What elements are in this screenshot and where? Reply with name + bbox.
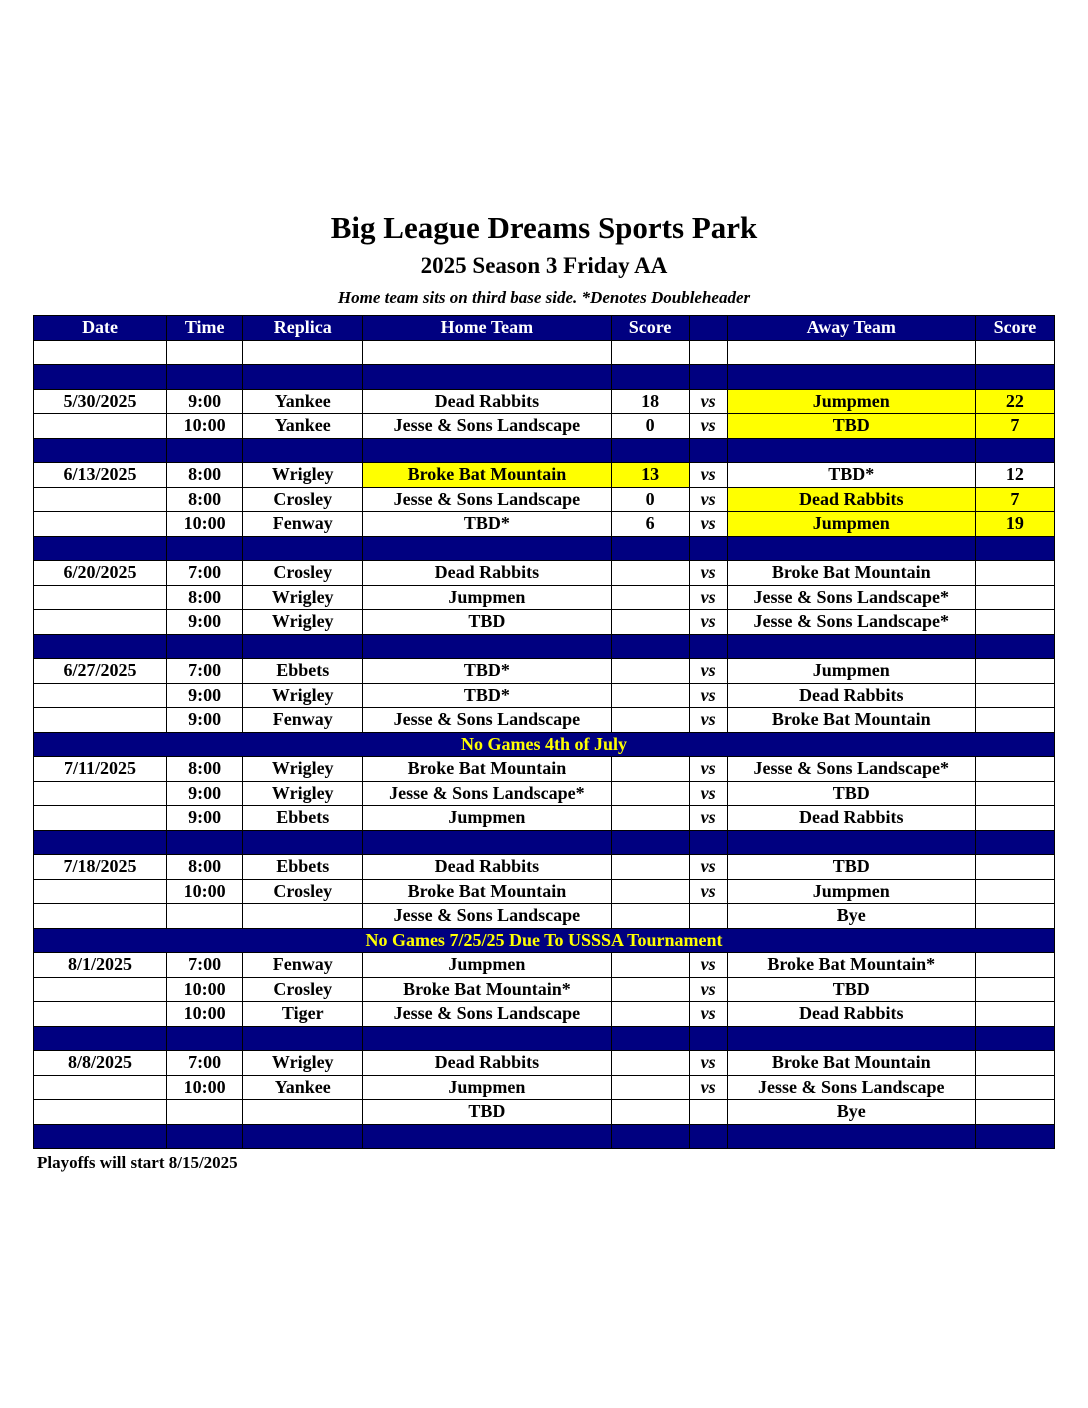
home-score-cell: 0 — [611, 487, 689, 512]
empty-cell — [689, 536, 727, 561]
away-score-cell — [975, 610, 1054, 635]
away-score-cell — [975, 1075, 1054, 1100]
time-cell: 8:00 — [167, 757, 243, 782]
vs-cell: vs — [689, 806, 727, 831]
home-team-cell: Dead Rabbits — [363, 389, 611, 414]
game-row — [34, 414, 1055, 439]
empty-cell — [727, 340, 975, 365]
empty-cell — [363, 536, 611, 561]
home-team-cell: TBD* — [363, 512, 611, 537]
vs-cell: vs — [689, 781, 727, 806]
empty-cell — [363, 340, 611, 365]
home-score-cell — [611, 708, 689, 733]
game-row — [34, 389, 1055, 414]
away-score-cell: 12 — [975, 463, 1054, 488]
home-score-cell — [611, 610, 689, 635]
replica-cell: Tiger — [243, 1002, 363, 1027]
time-cell — [167, 904, 243, 929]
time-cell — [167, 1100, 243, 1125]
empty-cell — [363, 1026, 611, 1051]
time-cell: 10:00 — [167, 512, 243, 537]
empty-cell — [167, 830, 243, 855]
away-team-cell: Bye — [727, 904, 975, 929]
home-score-cell — [611, 1100, 689, 1125]
date-cell — [34, 683, 167, 708]
empty-cell — [611, 830, 689, 855]
away-score-cell — [975, 953, 1054, 978]
date-cell — [34, 879, 167, 904]
away-team-cell: Dead Rabbits — [727, 806, 975, 831]
date-cell — [34, 781, 167, 806]
empty-cell — [34, 536, 167, 561]
home-score-cell — [611, 781, 689, 806]
away-team-cell: Broke Bat Mountain* — [727, 953, 975, 978]
away-team-cell: Dead Rabbits — [727, 683, 975, 708]
bye-row — [34, 904, 1055, 929]
empty-cell — [727, 438, 975, 463]
replica-cell: Fenway — [243, 512, 363, 537]
away-score-cell — [975, 659, 1054, 684]
empty-cell — [243, 365, 363, 390]
replica-cell: Yankee — [243, 389, 363, 414]
date-cell: 6/27/2025 — [34, 659, 167, 684]
bye-row — [34, 1100, 1055, 1125]
away-score-cell — [975, 879, 1054, 904]
empty-cell — [975, 438, 1054, 463]
home-score-cell — [611, 904, 689, 929]
away-score-cell — [975, 561, 1054, 586]
away-score-cell — [975, 781, 1054, 806]
separator-row — [34, 1026, 1055, 1051]
empty-cell — [363, 365, 611, 390]
vs-cell: vs — [689, 708, 727, 733]
separator-row — [34, 830, 1055, 855]
home-score-cell: 18 — [611, 389, 689, 414]
replica-cell: Wrigley — [243, 1051, 363, 1076]
away-score-cell: 7 — [975, 414, 1054, 439]
replica-cell — [243, 1100, 363, 1125]
home-score-cell — [611, 879, 689, 904]
vs-cell: vs — [689, 659, 727, 684]
time-cell: 7:00 — [167, 1051, 243, 1076]
empty-cell — [34, 365, 167, 390]
away-team-cell: Dead Rabbits — [727, 487, 975, 512]
schedule-table — [33, 315, 1055, 1149]
away-score-cell — [975, 1002, 1054, 1027]
away-score-cell — [975, 683, 1054, 708]
time-cell: 8:00 — [167, 487, 243, 512]
separator-row — [34, 438, 1055, 463]
date-cell — [34, 610, 167, 635]
replica-cell: Fenway — [243, 953, 363, 978]
home-score-cell: 0 — [611, 414, 689, 439]
game-row — [34, 659, 1055, 684]
empty-cell — [727, 830, 975, 855]
vs-cell: vs — [689, 463, 727, 488]
date-cell — [34, 977, 167, 1002]
empty-cell — [243, 536, 363, 561]
game-row — [34, 1051, 1055, 1076]
home-team-cell: TBD — [363, 1100, 611, 1125]
away-score-cell — [975, 1100, 1054, 1125]
away-team-cell: Broke Bat Mountain — [727, 1051, 975, 1076]
empty-cell — [34, 1026, 167, 1051]
empty-cell — [975, 365, 1054, 390]
replica-cell: Wrigley — [243, 585, 363, 610]
away-score-cell — [975, 977, 1054, 1002]
no-games-banner — [34, 732, 1055, 757]
date-cell: 5/30/2025 — [34, 389, 167, 414]
empty-cell — [34, 340, 167, 365]
empty-cell — [975, 340, 1054, 365]
vs-cell: vs — [689, 1075, 727, 1100]
away-score-cell: 19 — [975, 512, 1054, 537]
away-score-cell — [975, 1051, 1054, 1076]
game-row — [34, 585, 1055, 610]
empty-cell — [363, 830, 611, 855]
date-cell — [34, 1002, 167, 1027]
vs-cell: vs — [689, 610, 727, 635]
away-team-cell: TBD — [727, 414, 975, 439]
replica-cell: Yankee — [243, 414, 363, 439]
away-score-cell: 7 — [975, 487, 1054, 512]
away-team-cell: Jesse & Sons Landscape* — [727, 757, 975, 782]
home-team-cell: Jesse & Sons Landscape* — [363, 781, 611, 806]
empty-cell — [727, 1124, 975, 1149]
vs-cell: vs — [689, 512, 727, 537]
home-score-cell — [611, 953, 689, 978]
time-cell: 10:00 — [167, 879, 243, 904]
game-row — [34, 512, 1055, 537]
schedule-body — [34, 340, 1055, 1149]
empty-cell — [34, 830, 167, 855]
game-row — [34, 1002, 1055, 1027]
empty-cell — [34, 634, 167, 659]
time-cell: 9:00 — [167, 781, 243, 806]
empty-cell — [611, 536, 689, 561]
away-team-cell: Jesse & Sons Landscape* — [727, 610, 975, 635]
replica-cell: Crosley — [243, 879, 363, 904]
home-score-cell — [611, 659, 689, 684]
time-cell: 7:00 — [167, 659, 243, 684]
home-score-cell — [611, 806, 689, 831]
time-cell: 8:00 — [167, 855, 243, 880]
vs-cell: vs — [689, 977, 727, 1002]
time-cell: 10:00 — [167, 977, 243, 1002]
time-cell: 8:00 — [167, 463, 243, 488]
empty-cell — [727, 365, 975, 390]
empty-cell — [243, 830, 363, 855]
replica-cell: Ebbets — [243, 659, 363, 684]
away-team-cell: TBD — [727, 855, 975, 880]
replica-cell: Crosley — [243, 977, 363, 1002]
time-cell: 10:00 — [167, 414, 243, 439]
home-score-cell — [611, 683, 689, 708]
separator-row — [34, 536, 1055, 561]
vs-cell: vs — [689, 757, 727, 782]
empty-cell — [243, 1026, 363, 1051]
empty-cell — [727, 1026, 975, 1051]
game-row — [34, 781, 1055, 806]
time-cell: 7:00 — [167, 561, 243, 586]
home-score-cell — [611, 757, 689, 782]
empty-cell — [243, 340, 363, 365]
home-team-cell: Dead Rabbits — [363, 561, 611, 586]
date-cell — [34, 708, 167, 733]
game-row — [34, 855, 1055, 880]
time-cell: 7:00 — [167, 953, 243, 978]
date-cell — [34, 904, 167, 929]
away-team-cell: Jesse & Sons Landscape* — [727, 585, 975, 610]
time-cell: 9:00 — [167, 708, 243, 733]
col-header-away-score: Score — [975, 316, 1054, 341]
home-score-cell: 6 — [611, 512, 689, 537]
empty-cell — [611, 340, 689, 365]
home-team-cell: Broke Bat Mountain* — [363, 977, 611, 1002]
empty-cell — [975, 536, 1054, 561]
date-cell: 6/20/2025 — [34, 561, 167, 586]
empty-cell — [167, 536, 243, 561]
empty-cell — [34, 438, 167, 463]
home-score-cell — [611, 1002, 689, 1027]
date-cell: 6/13/2025 — [34, 463, 167, 488]
away-team-cell: Dead Rabbits — [727, 1002, 975, 1027]
home-score-cell: 13 — [611, 463, 689, 488]
away-team-cell: Jumpmen — [727, 879, 975, 904]
empty-cell — [611, 438, 689, 463]
empty-cell — [689, 634, 727, 659]
game-row — [34, 1075, 1055, 1100]
vs-cell: vs — [689, 879, 727, 904]
away-score-cell — [975, 708, 1054, 733]
home-score-cell — [611, 585, 689, 610]
time-cell: 9:00 — [167, 806, 243, 831]
no-games-banner — [34, 928, 1055, 953]
home-score-cell — [611, 855, 689, 880]
away-team-cell: Broke Bat Mountain — [727, 561, 975, 586]
empty-cell — [243, 438, 363, 463]
home-team-cell: Jesse & Sons Landscape — [363, 414, 611, 439]
date-cell — [34, 806, 167, 831]
vs-cell: vs — [689, 585, 727, 610]
empty-cell — [167, 365, 243, 390]
vs-cell: vs — [689, 561, 727, 586]
away-score-cell — [975, 585, 1054, 610]
date-cell — [34, 414, 167, 439]
away-team-cell: Broke Bat Mountain — [727, 708, 975, 733]
col-header-time: Time — [167, 316, 243, 341]
away-team-cell: Bye — [727, 1100, 975, 1125]
replica-cell: Crosley — [243, 487, 363, 512]
table-header-row — [34, 316, 1055, 341]
empty-cell — [689, 830, 727, 855]
replica-cell: Wrigley — [243, 683, 363, 708]
home-team-cell: Jesse & Sons Landscape — [363, 1002, 611, 1027]
game-row — [34, 708, 1055, 733]
time-cell: 9:00 — [167, 389, 243, 414]
empty-cell — [363, 634, 611, 659]
away-team-cell: Jumpmen — [727, 659, 975, 684]
empty-cell — [611, 1124, 689, 1149]
game-row — [34, 953, 1055, 978]
empty-cell — [727, 536, 975, 561]
replica-cell: Wrigley — [243, 610, 363, 635]
replica-cell: Ebbets — [243, 855, 363, 880]
time-cell: 10:00 — [167, 1075, 243, 1100]
empty-cell — [167, 1026, 243, 1051]
game-row — [34, 977, 1055, 1002]
empty-cell — [689, 340, 727, 365]
home-team-cell: Jumpmen — [363, 806, 611, 831]
home-team-cell: Dead Rabbits — [363, 855, 611, 880]
home-team-cell: TBD* — [363, 659, 611, 684]
replica-cell: Fenway — [243, 708, 363, 733]
game-row — [34, 561, 1055, 586]
date-cell — [34, 487, 167, 512]
away-score-cell — [975, 806, 1054, 831]
vs-cell — [689, 904, 727, 929]
date-cell — [34, 585, 167, 610]
away-team-cell: TBD — [727, 781, 975, 806]
empty-cell — [975, 1026, 1054, 1051]
home-team-cell: Jumpmen — [363, 953, 611, 978]
empty-cell — [167, 1124, 243, 1149]
home-team-cell: TBD — [363, 610, 611, 635]
home-team-cell: Jumpmen — [363, 1075, 611, 1100]
game-row — [34, 463, 1055, 488]
game-row — [34, 806, 1055, 831]
home-team-cell: Broke Bat Mountain — [363, 463, 611, 488]
col-header-home-team: Home Team — [363, 316, 611, 341]
time-cell: 10:00 — [167, 1002, 243, 1027]
col-header-date: Date — [34, 316, 167, 341]
date-cell: 7/11/2025 — [34, 757, 167, 782]
banner-text: No Games 7/25/25 Due To USSSA Tournament — [34, 928, 1055, 953]
col-header-away-team: Away Team — [727, 316, 975, 341]
playoffs-note: Playoffs will start 8/15/2025 — [37, 1153, 238, 1172]
vs-cell: vs — [689, 414, 727, 439]
date-cell: 8/1/2025 — [34, 953, 167, 978]
empty-cell — [34, 1124, 167, 1149]
empty-cell — [689, 1124, 727, 1149]
empty-cell — [689, 1026, 727, 1051]
away-team-cell: TBD — [727, 977, 975, 1002]
replica-cell: Crosley — [243, 561, 363, 586]
empty-cell — [611, 365, 689, 390]
empty-cell — [727, 634, 975, 659]
separator-row — [34, 1124, 1055, 1149]
empty-cell — [167, 438, 243, 463]
time-cell: 9:00 — [167, 610, 243, 635]
replica-cell: Ebbets — [243, 806, 363, 831]
game-row — [34, 487, 1055, 512]
game-row — [34, 610, 1055, 635]
vs-cell: vs — [689, 953, 727, 978]
time-cell: 9:00 — [167, 683, 243, 708]
date-cell — [34, 512, 167, 537]
away-team-cell: Jesse & Sons Landscape — [727, 1075, 975, 1100]
vs-cell: vs — [689, 683, 727, 708]
date-cell: 8/8/2025 — [34, 1051, 167, 1076]
away-score-cell: 22 — [975, 389, 1054, 414]
banner-text: No Games 4th of July — [34, 732, 1055, 757]
empty-cell — [363, 438, 611, 463]
empty-cell — [611, 1026, 689, 1051]
time-cell: 8:00 — [167, 585, 243, 610]
page-subtitle: 2025 Season 3 Friday AA — [420, 253, 668, 278]
col-header-replica: Replica — [243, 316, 363, 341]
empty-cell — [689, 365, 727, 390]
home-team-cell: Jumpmen — [363, 585, 611, 610]
home-score-cell — [611, 977, 689, 1002]
away-team-cell: Jumpmen — [727, 389, 975, 414]
away-score-cell — [975, 855, 1054, 880]
vs-cell: vs — [689, 1051, 727, 1076]
replica-cell: Yankee — [243, 1075, 363, 1100]
col-header-home-score: Score — [611, 316, 689, 341]
away-team-cell: TBD* — [727, 463, 975, 488]
game-row — [34, 683, 1055, 708]
vs-cell: vs — [689, 1002, 727, 1027]
separator-row — [34, 634, 1055, 659]
replica-cell: Wrigley — [243, 781, 363, 806]
home-team-cell: Jesse & Sons Landscape — [363, 487, 611, 512]
date-cell — [34, 1075, 167, 1100]
empty-cell — [975, 1124, 1054, 1149]
replica-cell — [243, 904, 363, 929]
vs-cell: vs — [689, 389, 727, 414]
replica-cell: Wrigley — [243, 463, 363, 488]
home-team-cell: TBD* — [363, 683, 611, 708]
page-title: Big League Dreams Sports Park — [330, 210, 758, 245]
empty-cell — [975, 634, 1054, 659]
empty-cell — [975, 830, 1054, 855]
empty-cell — [611, 634, 689, 659]
empty-cell — [363, 1124, 611, 1149]
home-team-cell: Jesse & Sons Landscape — [363, 904, 611, 929]
date-cell — [34, 1100, 167, 1125]
away-score-cell — [975, 757, 1054, 782]
home-team-cell: Broke Bat Mountain — [363, 879, 611, 904]
home-score-cell — [611, 1051, 689, 1076]
separator-row — [34, 365, 1055, 390]
replica-cell: Wrigley — [243, 757, 363, 782]
game-row — [34, 879, 1055, 904]
home-score-cell — [611, 561, 689, 586]
empty-cell — [243, 1124, 363, 1149]
vs-cell — [689, 1100, 727, 1125]
away-team-cell: Jumpmen — [727, 512, 975, 537]
col-header-vs — [689, 316, 727, 341]
schedule-note: Home team sits on third base side. *Denotes Doubleheader — [337, 288, 751, 307]
empty-cell — [689, 438, 727, 463]
empty-cell — [167, 634, 243, 659]
vs-cell: vs — [689, 855, 727, 880]
home-team-cell: Broke Bat Mountain — [363, 757, 611, 782]
game-row — [34, 757, 1055, 782]
home-team-cell: Jesse & Sons Landscape — [363, 708, 611, 733]
empty-cell — [167, 340, 243, 365]
vs-cell: vs — [689, 487, 727, 512]
home-score-cell — [611, 1075, 689, 1100]
home-team-cell: Dead Rabbits — [363, 1051, 611, 1076]
away-score-cell — [975, 904, 1054, 929]
date-cell: 7/18/2025 — [34, 855, 167, 880]
blank-row — [34, 340, 1055, 365]
empty-cell — [243, 634, 363, 659]
